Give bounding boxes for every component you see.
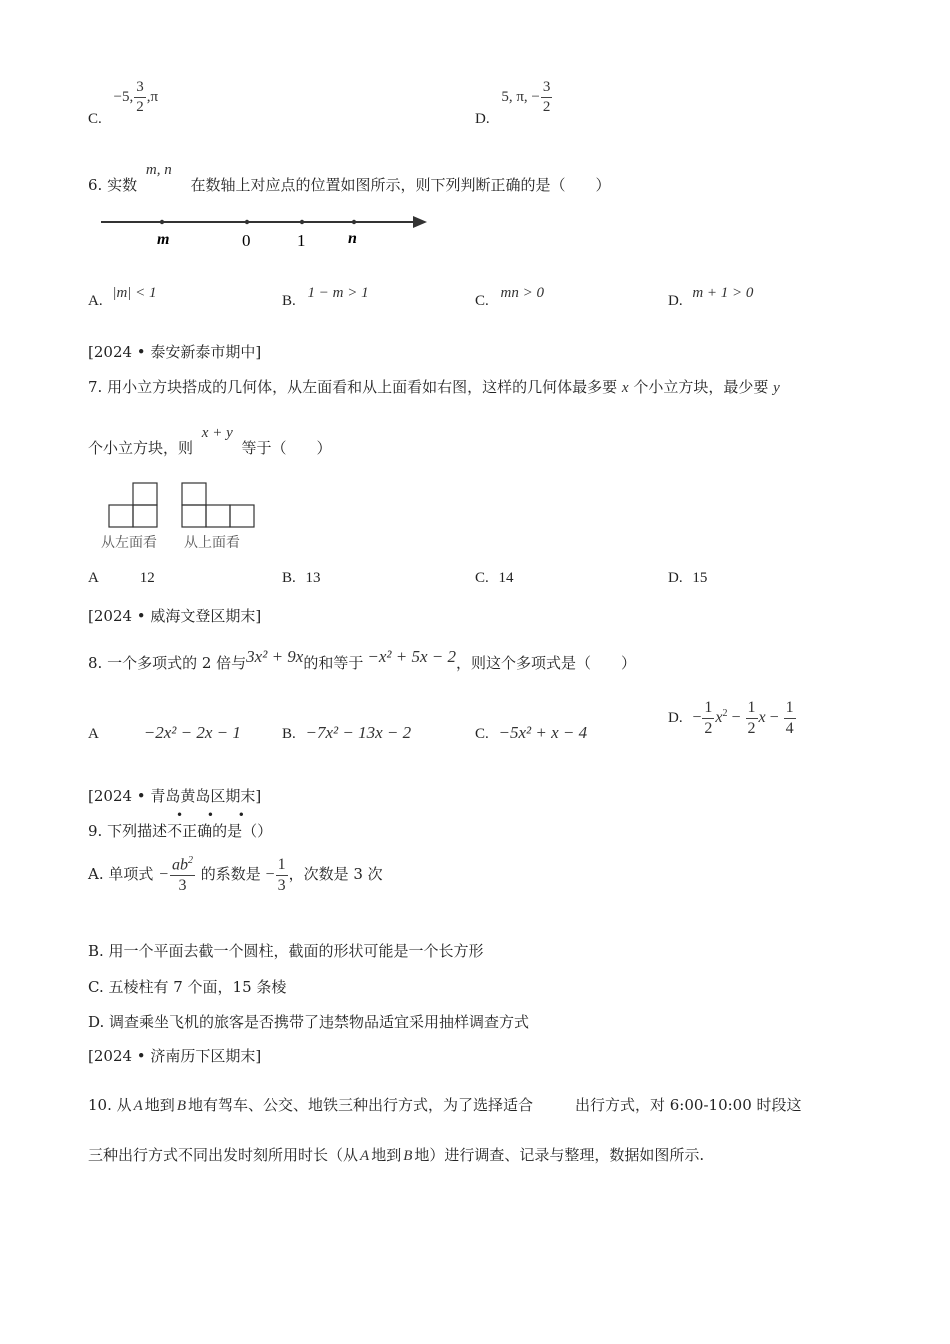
q6-vars: m, n — [145, 162, 172, 178]
q5-option-d-expr: 5, π, − $\frac{3}{2}$ — [501, 79, 551, 115]
point-n — [352, 220, 356, 224]
q6-option-a: A. |m| < 1 — [88, 285, 157, 309]
q5-option-c-expr: −5, $\frac{3}{2}$ ,π — [113, 79, 159, 115]
q9-coefficient: − $\frac{1}{3}$ — [265, 855, 286, 894]
q7-stem-line1: 7. 用小立方块搭成的几何体，从左面看和从上面看如右图，这样的几何体最多要 x 个小立方块，最少要 y — [88, 378, 780, 396]
q8-expr1: 3x² + 9x — [246, 647, 304, 666]
q8-option-b: B. −7x² − 13x − 2 — [282, 723, 412, 742]
axis-label-n: n — [348, 230, 357, 247]
q9-option-a: A. 单项式 − $\frac{ab^2}{3}$ 的系数是 − $\frac{1}{3}$ ，次数是 3 次 — [88, 855, 383, 895]
q9-option-d: D. 调查乘坐飞机的旅客是否携带了违禁物品适宜采用抽样调查方式 — [88, 1013, 530, 1031]
q8-source: [2024 • 威海文登区期末] — [88, 607, 262, 625]
q7-option-a: A 12 — [88, 570, 155, 586]
q9-stem: 9. 下列描述不正确的是（） — [88, 822, 273, 840]
q5-option-d — [475, 79, 553, 127]
left-view-caption: 从左面看 — [101, 536, 157, 551]
top-view-caption: 从上面看 — [184, 536, 240, 551]
top-view-drawing — [182, 483, 254, 527]
q5-option-d-label: D. — [475, 110, 490, 127]
q10-source: [2024 • 济南历下区期末] — [88, 1047, 262, 1065]
left-view-drawing — [109, 483, 157, 527]
q8-expr2: −x² + 5x − 2 — [367, 647, 456, 666]
axis-label-m: m — [157, 231, 170, 248]
q6-option-b: B. 1 − m > 1 — [282, 285, 369, 309]
q7-option-b: B. 13 — [282, 570, 321, 586]
q7-source: [2024 • 泰安新泰市期中] — [88, 343, 262, 361]
q9-option-c: C. 五棱柱有 7 个面，15 条棱 — [88, 978, 287, 996]
q9-source: [2024 • 青岛黄岛区期末] — [88, 787, 262, 805]
views-figure — [100, 478, 270, 552]
q5-option-c-label: C. — [88, 110, 102, 127]
q5-option-c — [88, 79, 159, 127]
q10-stem-line2: 三种出行方式不同出发时刻所用时长（从 A 地到 B 地）进行调查、记录与整理，数据如图所示. — [88, 1146, 705, 1164]
q8-stem: 8. 一个多项式的 2 倍与3x² + 9x的和等于 −x² + 5x − 2，则这个多项式是（ ） — [88, 647, 636, 672]
q9-monomial: − $\frac{ab^2}{3}$ — [158, 855, 193, 895]
q8-option-a: A −2x² − 2x − 1 — [88, 723, 241, 742]
q6-option-c: C. mn > 0 — [475, 285, 544, 309]
q6-option-d: D. m + 1 > 0 — [668, 285, 754, 309]
q8-option-d: D. − $\frac{1}{2}$ $x^2$ − $\frac{1}{2}$ x − $\frac{1}{4}$ — [668, 700, 797, 737]
point-0 — [245, 220, 249, 224]
q9-emphasis-dots: • • • — [176, 808, 255, 822]
axis-label-0: 0 — [242, 231, 251, 250]
q7-option-d: D. 15 — [668, 570, 708, 586]
q7-stem-line2: 个小立方块，则 x + y 等于（ ） — [88, 425, 332, 457]
q7-expr: x + y — [201, 425, 233, 441]
q9-option-b: B. 用一个平面去截一个圆柱，截面的形状可能是一个长方形 — [88, 942, 484, 960]
number-line-figure — [95, 206, 435, 252]
q6-stem: 6. 实数 m, n 在数轴上对应点的位置如图所示，则下列判断正确的是（ ） — [88, 162, 611, 194]
axis-label-1: 1 — [297, 231, 306, 250]
q8-option-d-expr: − $\frac{1}{2}$ $x^2$ − $\frac{1}{2}$ x − $\frac{1}{4}$ — [692, 699, 794, 737]
q7-option-c: C. 14 — [475, 570, 514, 586]
point-1 — [300, 220, 304, 224]
q10-stem-line1: 10. 从 A 地到 B 地有驾车、公交、地铁三种出行方式，为了选择适合 出行方式，对 6:00-10:00 时段这 — [88, 1096, 802, 1114]
point-m — [160, 220, 164, 224]
q8-option-c: C. −5x² + x − 4 — [475, 723, 588, 742]
